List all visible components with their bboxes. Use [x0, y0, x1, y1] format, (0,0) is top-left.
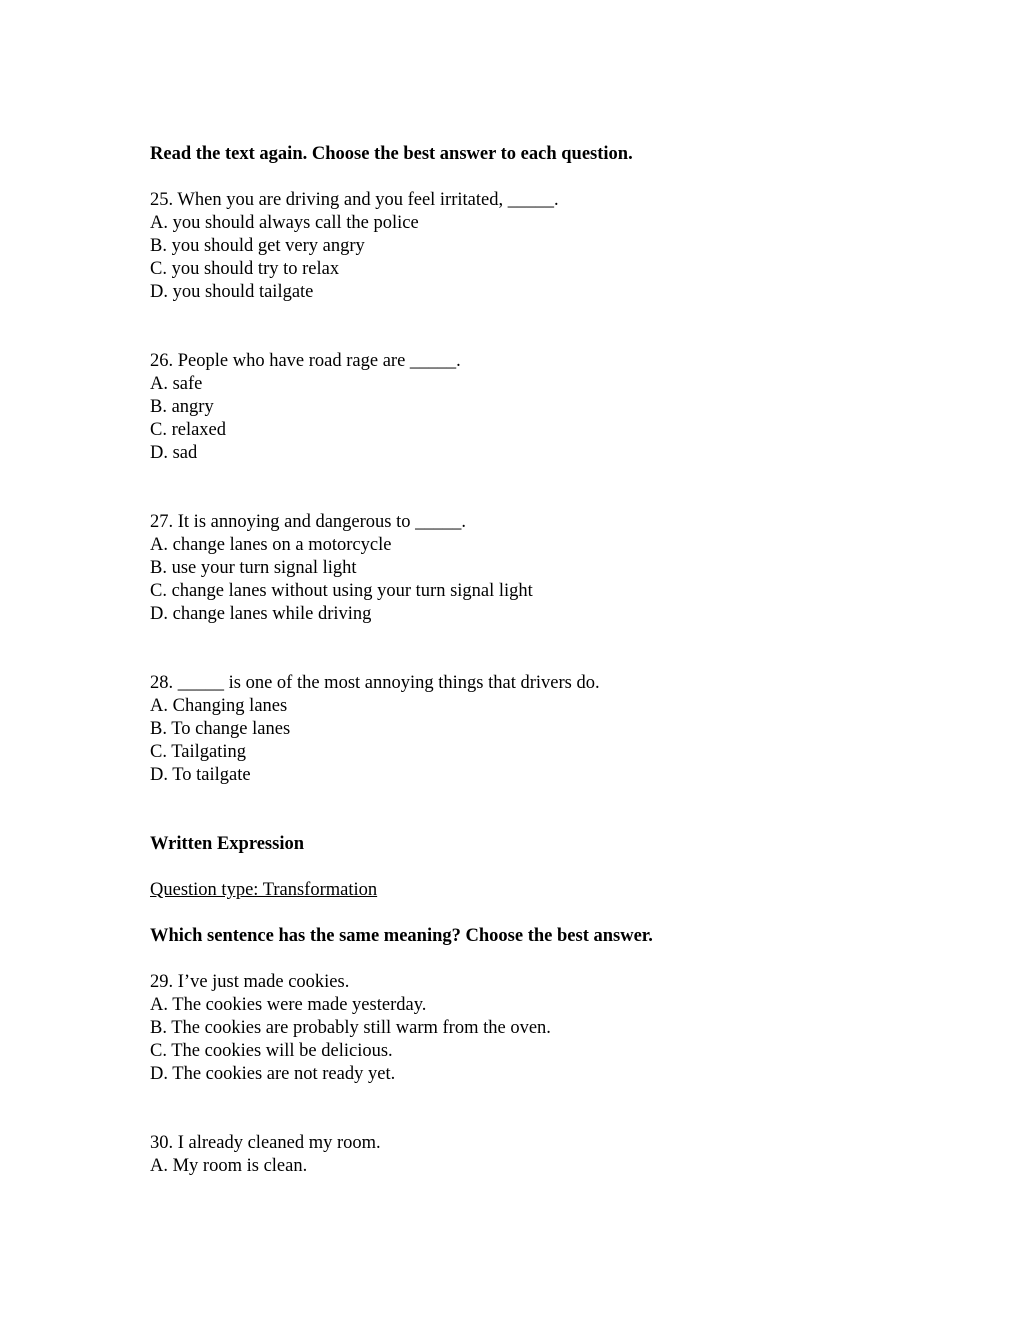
question-stem: 25. When you are driving and you feel irritated, _____. [150, 190, 559, 210]
answer-option: D. The cookies are not ready yet. [150, 1064, 396, 1084]
question-26 [150, 350, 930, 465]
question-27 [150, 511, 930, 626]
answer-option: B. use your turn signal light [150, 558, 357, 578]
question-stem: 28. _____ is one of the most annoying things that drivers do. [150, 673, 600, 693]
reading-instruction: Read the text again. Choose the best answer to each question. [150, 144, 633, 164]
answer-option: C. Tailgating [150, 742, 246, 762]
question-25 [150, 189, 930, 304]
answer-option: B. angry [150, 397, 214, 417]
question-type-label: Question type: Transformation [150, 880, 378, 900]
answer-option: C. The cookies will be delicious. [150, 1041, 393, 1061]
section-heading: Written Expression [150, 834, 305, 854]
question-30 [150, 1132, 930, 1178]
answer-option: A. change lanes on a motorcycle [150, 535, 392, 555]
question-29 [150, 971, 930, 1086]
answer-option: B. you should get very angry [150, 236, 365, 256]
written-instruction: Which sentence has the same meaning? Choose the best answer. [150, 926, 653, 946]
question-stem: 30. I already cleaned my room. [150, 1133, 381, 1153]
question-stem: 27. It is annoying and dangerous to _____. [150, 512, 466, 532]
answer-option: B. To change lanes [150, 719, 291, 739]
question-stem: 29. I’ve just made cookies. [150, 972, 350, 992]
answer-option: C. you should try to relax [150, 259, 340, 279]
answer-option: D. you should tailgate [150, 282, 314, 302]
answer-option: A. My room is clean. [150, 1156, 308, 1176]
answer-option: A. safe [150, 374, 203, 394]
answer-option: C. change lanes without using your turn signal light [150, 581, 533, 601]
answer-option: A. The cookies were made yesterday. [150, 995, 427, 1015]
answer-option: C. relaxed [150, 420, 227, 440]
answer-option: A. Changing lanes [150, 696, 288, 716]
answer-option: B. The cookies are probably still warm from the oven. [150, 1018, 551, 1038]
question-stem: 26. People who have road rage are _____. [150, 351, 461, 371]
document-page [150, 143, 930, 1178]
question-28 [150, 672, 930, 787]
answer-option: D. To tailgate [150, 765, 251, 785]
answer-option: A. you should always call the police [150, 213, 419, 233]
answer-option: D. sad [150, 443, 198, 463]
answer-option: D. change lanes while driving [150, 604, 372, 624]
